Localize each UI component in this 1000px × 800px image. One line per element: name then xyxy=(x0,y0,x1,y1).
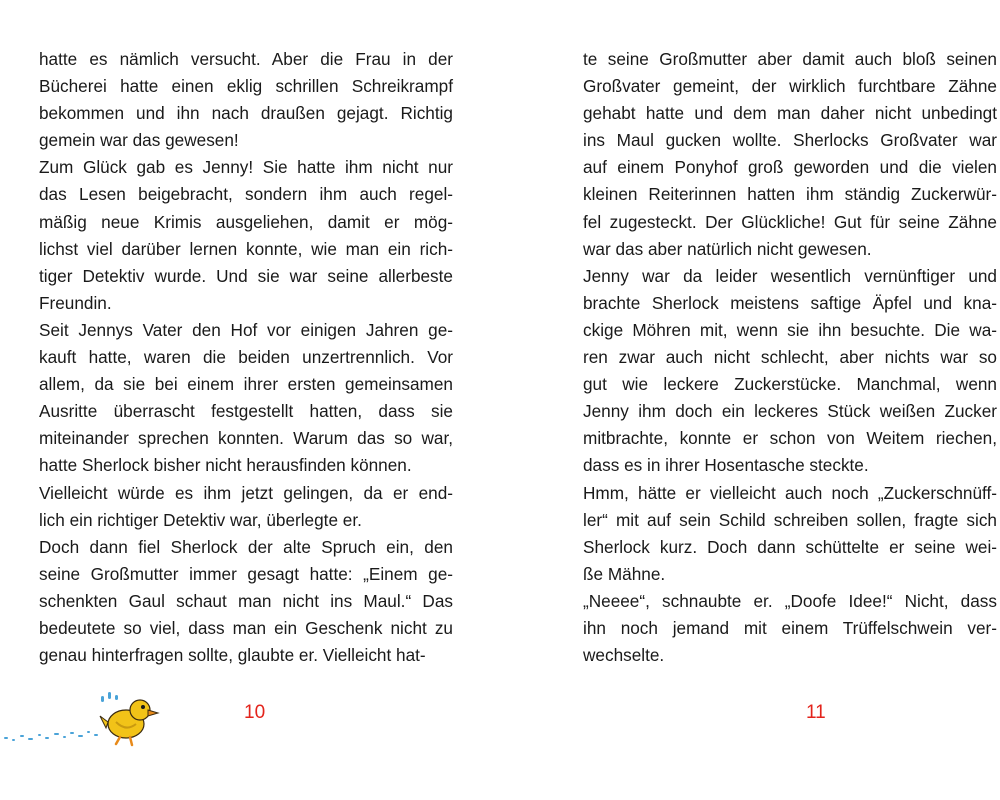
yellow-duck-icon xyxy=(0,688,160,748)
text-line: kauft hatte, waren die beiden unzertrennlich. Vor xyxy=(39,347,453,368)
text-line: fel zugesteckt. Der Glückliche! Gut für seine Zähne xyxy=(583,211,997,232)
text-line: hatte Sherlock bisher nicht herausfinden können. xyxy=(39,455,412,476)
text-line: auf einem Ponyhof groß geworden und die vielen xyxy=(583,157,997,178)
text-line: Seit Jennys Vater den Hof vor einigen Jahren ge- xyxy=(39,319,453,340)
text-line: tiger Detektiv wurde. Und sie war seine allerbeste xyxy=(39,265,453,286)
text-line: lich ein richtiger Detektiv war, überlegte er. xyxy=(39,509,362,530)
page-number-right: 11 xyxy=(806,702,826,723)
text-line: schenkten Gaul schaut man nicht ins Maul.“ Das xyxy=(39,590,453,611)
text-line: lichst viel darüber lernen konnte, wie man ein rich- xyxy=(39,238,453,259)
text-line: mäßig neue Krimis ausgeliehen, damit er mög- xyxy=(39,211,453,232)
text-line: das Lesen beigebracht, sondern ihm auch regel- xyxy=(39,184,453,205)
text-line: seine Großmutter immer gesagt hatte: „Einem ge- xyxy=(39,563,453,584)
text-line: Jenny ihm doch ein leckeres Stück weißen Zucker xyxy=(583,401,997,422)
text-line: miteinander sprechen konnten. Warum das so war, xyxy=(39,428,453,449)
text-line: genau hinterfragen sollte, glaubte er. Vielleicht hat- xyxy=(39,645,426,666)
page-number-left: 10 xyxy=(244,702,266,723)
text-line: ckige Möhren mit, wenn sie ihn besuchte. Die wa- xyxy=(583,319,997,340)
text-line: Zum Glück gab es Jenny! Sie hatte ihm nicht nur xyxy=(39,157,453,178)
text-line: Vielleicht würde es ihm jetzt gelingen, da er end- xyxy=(39,482,453,503)
text-line: gemein war das gewesen! xyxy=(39,130,239,151)
text-line: ins Maul gucken wollte. Sherlocks Großvater war xyxy=(583,130,997,151)
text-line: ße Mähne. xyxy=(583,563,666,584)
text-line: wechselte. xyxy=(583,645,665,666)
text-line: Hmm, hätte er vielleicht auch noch „Zuckerschnüff- xyxy=(583,482,997,503)
text-line: bedeutete so viel, dass man ein Geschenk nicht zu xyxy=(39,617,453,638)
text-line: Ausritte überrascht festgestellt hatten, dass sie xyxy=(39,401,453,422)
right-page-text xyxy=(583,46,997,669)
text-line: Freundin. xyxy=(39,292,112,313)
text-line: hatte es nämlich versucht. Aber die Frau in der xyxy=(39,49,453,69)
text-line: ler“ mit auf sein Schild schreiben sollen, fragte sich xyxy=(583,509,997,530)
text-line: Sherlock kurz. Doch dann schüttelte er seine wei- xyxy=(583,536,997,557)
text-line: Großvater gemeint, der wirklich furchtbare Zähne xyxy=(583,76,997,97)
text-line: gehabt hatte und dem man daher nicht unbedingt xyxy=(583,103,997,124)
text-line: war das aber natürlich nicht gewesen. xyxy=(583,238,872,259)
left-page-text xyxy=(39,46,453,669)
text-line: bekommen und ihn nach draußen gejagt. Richtig xyxy=(39,103,453,124)
text-line: kleinen Reiterinnen hatten ihm ständig Zuckerwür- xyxy=(583,184,997,205)
text-line: dass es in ihrer Hosentasche steckte. xyxy=(583,455,869,476)
text-line: gut wie leckere Zuckerstücke. Manchmal, wenn xyxy=(583,374,997,395)
text-line: ren zwar auch nicht schlecht, aber nichts war so xyxy=(583,347,997,368)
text-line: „Neeee“, schnaubte er. „Doofe Idee!“ Nicht, dass xyxy=(583,590,997,611)
text-line: allem, da sie bei einem ihrer ersten gemeinsamen xyxy=(39,374,453,395)
text-line: te seine Großmutter aber damit auch bloß seinen xyxy=(583,49,997,69)
text-line: Bücherei hatte einen eklig schrillen Schreikrampf xyxy=(39,76,453,97)
text-line: mitbrachte, konnte er schon von Weitem riechen, xyxy=(583,428,997,449)
text-line: brachte Sherlock meistens saftige Äpfel und kna- xyxy=(583,292,997,313)
text-line: Doch dann fiel Sherlock der alte Spruch ein, den xyxy=(39,536,453,557)
text-line: Jenny war da leider wesentlich vernünftiger und xyxy=(583,265,997,286)
text-line: ihn noch jemand mit einem Trüffelschwein ver- xyxy=(583,617,997,638)
